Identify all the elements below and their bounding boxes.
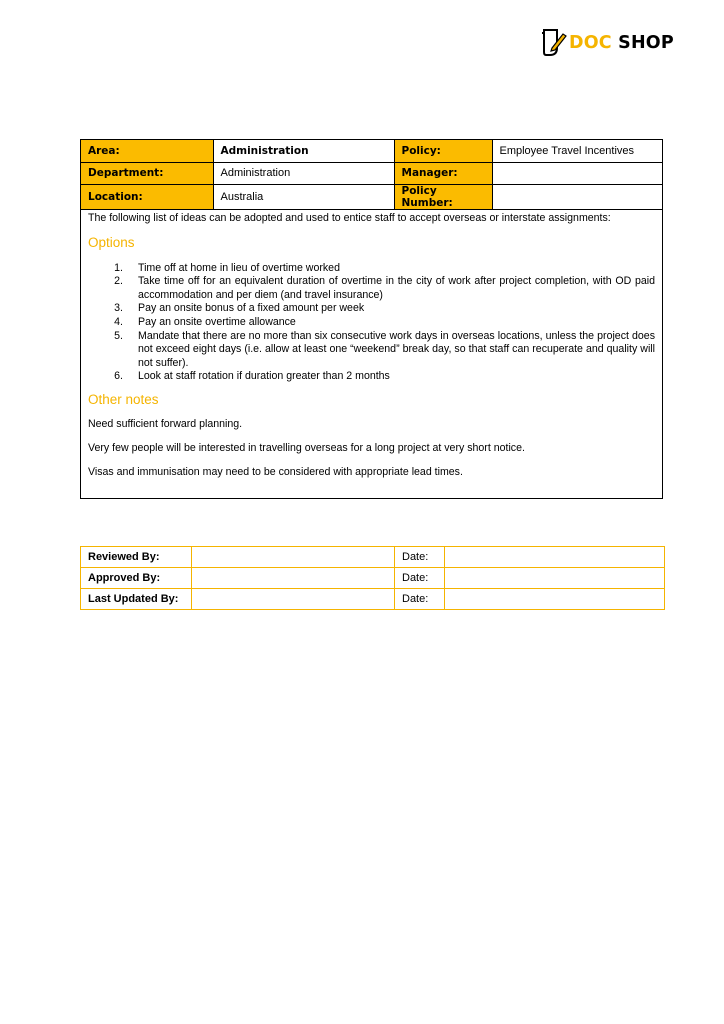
area-value: Administration — [213, 140, 394, 162]
list-item-number: 3. — [114, 302, 123, 315]
note-paragraph: Visas and immunisation may need to be considered with appropriate lead times. — [88, 465, 463, 478]
reviewed-by-label: Reviewed By: — [81, 547, 192, 568]
manager-label: Manager: — [394, 162, 492, 184]
list-item-number: 1. — [114, 261, 123, 274]
list-item-text: Pay an onsite overtime allowance — [138, 316, 296, 329]
logo-doc-text: DOC — [569, 33, 612, 53]
last-updated-date-label: Date: — [395, 589, 445, 610]
other-notes-heading: Other notes — [88, 392, 159, 408]
note-paragraph: Very few people will be interested in travelling overseas for a long project at very short notice. — [88, 441, 525, 454]
last-updated-by-field[interactable] — [192, 589, 395, 610]
table-row — [81, 547, 665, 568]
doc-shop-logo — [541, 26, 691, 60]
policy-label: Policy: — [394, 140, 492, 162]
list-item — [88, 275, 655, 302]
list-item-number: 2. — [114, 275, 123, 288]
list-item-text: Take time off for an equivalent duration of overtime in the city of work after project completion, with OD paid accommodation and per diem (and travel insurance) — [138, 275, 655, 301]
reviewed-by-field[interactable] — [192, 547, 395, 568]
list-item-number: 4. — [114, 316, 123, 329]
approved-by-field[interactable] — [192, 568, 395, 589]
approved-date-label: Date: — [395, 568, 445, 589]
reviewed-date-label: Date: — [395, 547, 445, 568]
list-item — [88, 302, 655, 316]
policy-row-area — [81, 140, 662, 162]
list-item-number: 6. — [114, 370, 123, 383]
list-item-text: Pay an onsite bonus of a fixed amount per week — [138, 302, 365, 315]
department-value: Administration — [213, 162, 394, 184]
department-label: Department: — [81, 162, 213, 184]
last-updated-by-label: Last Updated By: — [81, 589, 192, 610]
reviewed-date-field[interactable] — [445, 547, 665, 568]
list-item — [88, 262, 655, 276]
review-signoff-table — [80, 546, 665, 610]
list-item-text: Time off at home in lieu of overtime worked — [138, 261, 340, 274]
area-label: Area: — [81, 140, 213, 162]
policy-number-value — [492, 184, 662, 209]
logo-shop-text: SHOP — [618, 33, 674, 53]
options-list — [88, 262, 655, 384]
manager-value — [492, 162, 662, 184]
options-heading: Options — [88, 235, 135, 251]
policy-document-box — [80, 139, 663, 499]
last-updated-date-field[interactable] — [445, 589, 665, 610]
policy-header-table — [81, 140, 662, 210]
intro-text: The following list of ideas can be adopted and used to entice staff to accept overseas or interstate assignments: — [88, 211, 611, 224]
list-item — [88, 330, 655, 371]
policy-row-department — [81, 162, 662, 184]
list-item — [88, 370, 655, 384]
location-value: Australia — [213, 184, 394, 209]
document-pencil-icon — [541, 28, 567, 58]
list-item-text: Look at staff rotation if duration greater than 2 months — [138, 370, 390, 383]
list-item — [88, 316, 655, 330]
policy-value: Employee Travel Incentives — [492, 140, 662, 162]
approved-by-label: Approved By: — [81, 568, 192, 589]
policy-body — [81, 210, 662, 480]
table-row — [81, 589, 665, 610]
note-paragraph: Need sufficient forward planning. — [88, 417, 243, 430]
policy-row-location — [81, 184, 662, 209]
list-item-text: Mandate that there are no more than six consecutive work days in overseas locations, unless the project does not exceed eight days (i.e. allow at least one “weekend” break day, so that staff can recuperate and quality will not suffer). — [138, 329, 655, 369]
policy-number-label: Policy Number: — [394, 184, 492, 209]
location-label: Location: — [81, 184, 213, 209]
table-row — [81, 568, 665, 589]
approved-date-field[interactable] — [445, 568, 665, 589]
list-item-number: 5. — [114, 329, 123, 342]
